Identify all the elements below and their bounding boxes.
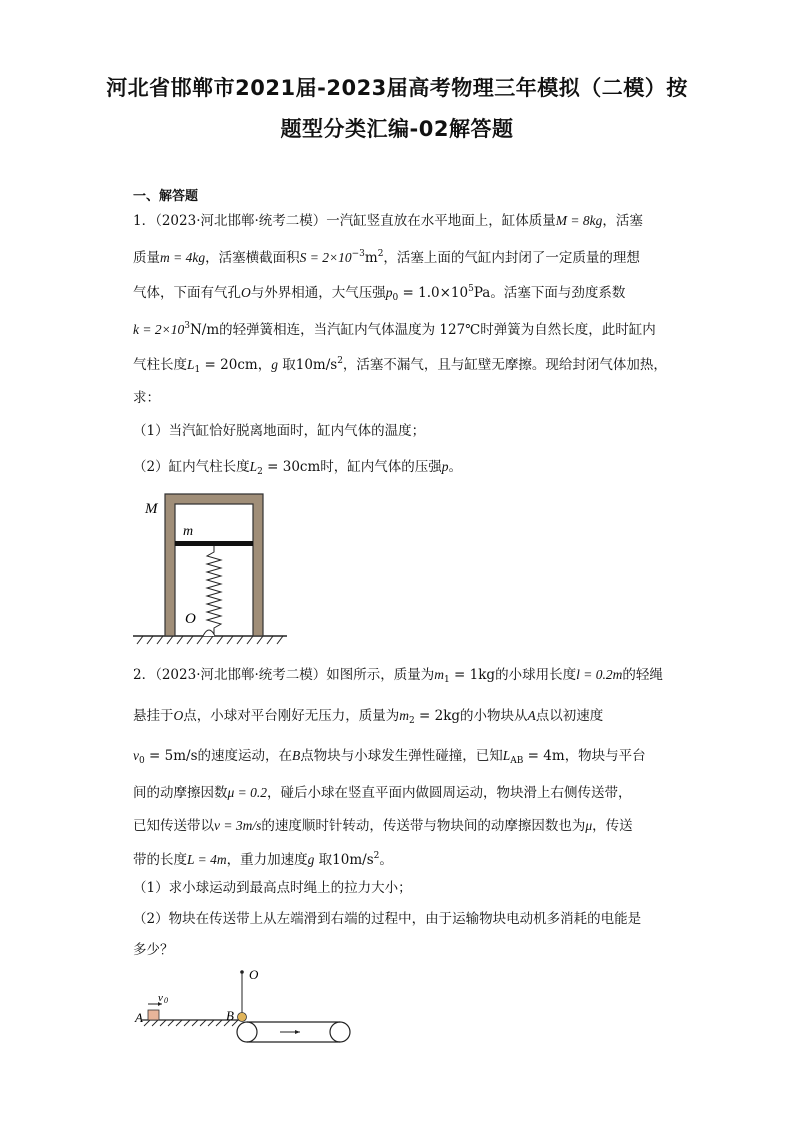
q1-part-2: （2）缸内气柱长度$L_2 = 30cm$时，缸内气体的压强p。 [133,459,463,477]
q1-line-5: 气柱长度$L_1 = 20cm$，g 取$10m/s^2$，活塞不漏气，且与缸壁无摩擦。现给封闭气体加热， [133,356,667,375]
doc-title-line2: 题型分类汇编-02解答题 [280,117,514,141]
q1-line-1: 1．（2023·河北邯郸·统考二模）一汽缸竖直放在水平地面上，缸体质量M = 8kg，活塞 [133,213,643,229]
section-heading: 一、解答题 [133,189,199,204]
conveyor-figure [128,962,358,1048]
q1-line-6: 求： [133,390,160,406]
q2-part-1: （1）求小球运动到最高点时绳上的拉力大小； [133,880,412,896]
q2-line-6: 带的长度L = 4m，重力加速度g 取$10m/s^2$。 [133,851,393,868]
q2-part-3: 多少？ [133,942,174,958]
q2-part-2: （2）物块在传送带上从左端滑到右端的过程中，由于运输物块电动机多消耗的电能是 [133,911,642,927]
label-O: O [185,611,196,627]
label-A: A [135,1010,143,1025]
label-B: B [226,1008,234,1023]
label-m: m [183,524,194,539]
q2-line-5: 已知传送带以v = 3m/s的速度顺时针转动，传送带与物块间的动摩擦因数也为μ，传送 [133,818,633,834]
q1-part-1: （1）当汽缸恰好脱离地面时，缸内气体的温度； [133,423,426,439]
label-O: O [249,967,259,982]
label-v-sub: 0 [164,996,168,1005]
q2-line-1: 2．（2023·河北邯郸·统考二模）如图所示，质量为$m_1 = 1kg$的小球用长度l = 0.2m的轻绳 [133,667,663,685]
q2-line-3: $v_0 = 5m/s$的速度运动，在B点物块与小球发生弹性碰撞，已知$L_{AB} = 4m$，物块与平台 [133,748,646,766]
q1-line-3: 气体，下面有气孔O与外界相通，大气压强$p_0 = 1.0\times 10^5Pa$。活塞下面与劲度系数 [133,284,626,303]
q2-line-2: 悬挂于O点，小球对平台刚好无压力，质量为$m_2 = 2kg$的小物块从A点以初速度 [133,708,604,726]
q2-line-4: 间的动摩擦因数μ = 0.2，碰后小球在竖直平面内做圆周运动，物块滑上右侧传送带， [133,785,632,801]
q1-line-4: $k = 2\times 10^3N/m$的轻弹簧相连，当汽缸内气体温度为 127℃时弹簧为自然长度，此时缸内 [133,321,656,338]
q1-line-2: 质量m = 4kg，活塞横截面积$S = 2\times 10^{-3}m^2$，活塞上面的气缸内封闭了一定质量的理想 [133,249,640,266]
label-v: v [158,992,163,1004]
doc-title-line1: 河北省邯郸市2021届-2023届高考物理三年模拟（二模）按 [106,76,688,100]
label-M: M [145,501,158,517]
cylinder-figure [125,488,295,648]
